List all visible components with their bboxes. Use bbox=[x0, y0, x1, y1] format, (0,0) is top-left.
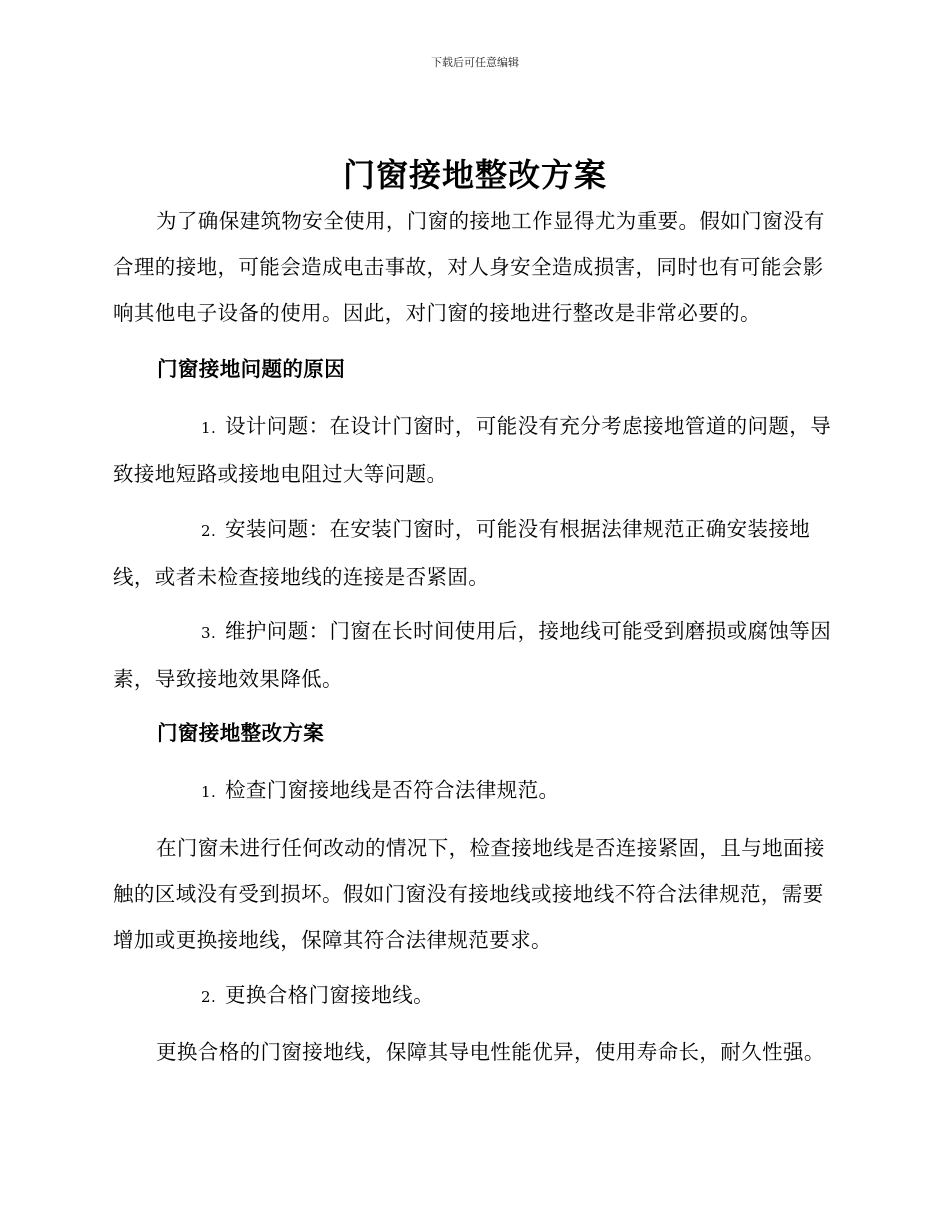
section2-heading: 门窗接地整改方案 bbox=[157, 721, 325, 745]
item-number: 1. bbox=[201, 783, 217, 801]
intro-paragraph: 为了确保建筑物安全使用，门窗的接地工作显得尤为重要。假如门窗没有合理的接地，可能会造成电击事故，对人身安全造成损害，同时也有可能会影响其他电子设备的使用。因此，对门窗的接地进行整改是非常必要的。 bbox=[113, 209, 825, 325]
item-text: 检查门窗接地线是否符合法律规范。 bbox=[225, 778, 560, 802]
section1-item-2 bbox=[113, 506, 835, 600]
item-text: 更换合格门窗接地线。 bbox=[225, 983, 434, 1007]
item-text: 安装问题：在安装门窗时，可能没有根据法律规范正确安装接地线，或者未检查接地线的连接是否紧固。 bbox=[113, 517, 811, 589]
item-number: 2. bbox=[201, 988, 217, 1006]
section1-item-1 bbox=[113, 403, 835, 497]
item-number: 1. bbox=[201, 419, 217, 437]
section2-item-2 bbox=[113, 972, 835, 1020]
page-header: 下载后可任意编辑 bbox=[431, 56, 519, 69]
section1-heading: 门窗接地问题的原因 bbox=[157, 357, 346, 381]
item-text: 维护问题：门窗在长时间使用后，接地线可能受到磨损或腐蚀等因素，导致接地效果降低。 bbox=[113, 619, 832, 691]
section2-item-2-description: 更换合格的门窗接地线，保障其导电性能优异，使用寿命长，耐久性强。 bbox=[156, 1040, 825, 1064]
item-text: 设计问题：在设计门窗时，可能没有充分考虑接地管道的问题，导致接地短路或接地电阻过大等问题。 bbox=[113, 414, 832, 486]
section2-item-1-description: 在门窗未进行任何改动的情况下，检查接地线是否连接紧固，且与地面接触的区域没有受到损坏。假如门窗没有接地线或接地线不符合法律规范，需要增加或更换接地线，保障其符合法律规范要求。 bbox=[113, 836, 825, 952]
section1-item-3 bbox=[113, 608, 835, 702]
document-title: 门窗接地整改方案 bbox=[342, 156, 607, 194]
item-number: 3. bbox=[201, 624, 217, 642]
section2-item-1 bbox=[113, 767, 835, 815]
item-number: 2. bbox=[201, 522, 217, 540]
